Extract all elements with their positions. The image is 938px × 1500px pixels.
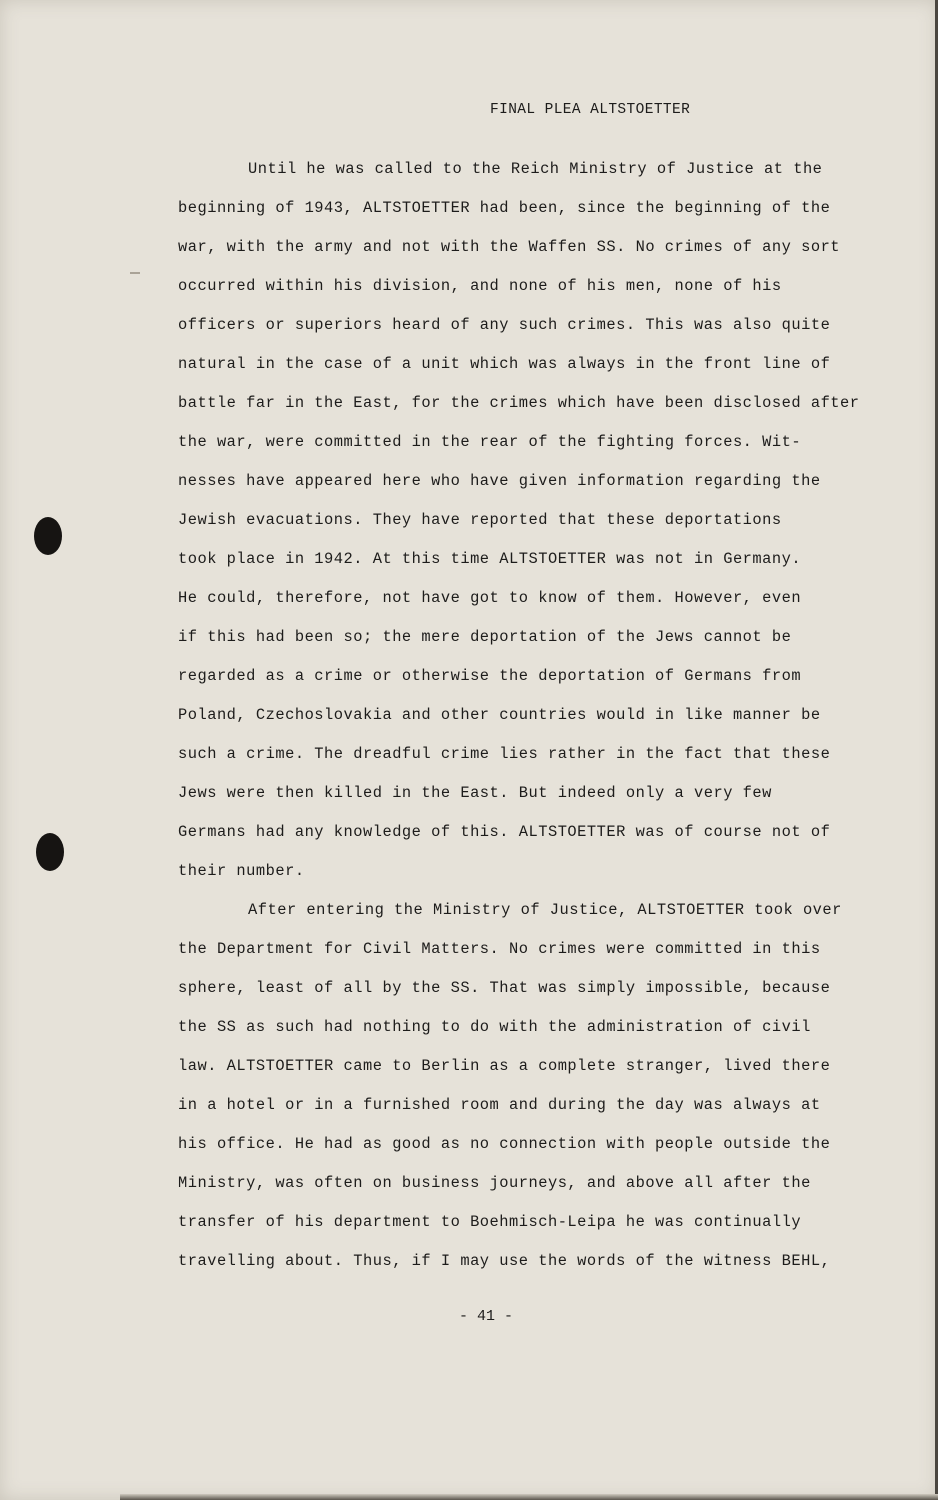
text-line: travelling about. Thus, if I may use the words of the witness BEHL, <box>178 1252 831 1270</box>
text-line: After entering the Ministry of Justice, ALTSTOETTER took over <box>248 901 842 919</box>
text-line: transfer of his department to Boehmisch-Leipa he was continually <box>178 1213 802 1231</box>
page-number: - 41 - <box>459 1308 514 1325</box>
text-line: his office. He had as good as no connection with people outside the <box>178 1135 831 1153</box>
text-line: Jews were then killed in the East. But indeed only a very few <box>178 784 772 802</box>
text-line: war, with the army and not with the Waffen SS. No crimes of any sort <box>178 238 841 256</box>
text-line: Poland, Czechoslovakia and other countries would in like manner be <box>178 706 821 724</box>
text-line: natural in the case of a unit which was always in the front line of <box>178 355 831 373</box>
text-line: Until he was called to the Reich Ministry of Justice at the <box>248 160 823 178</box>
text-line: in a hotel or in a furnished room and during the day was always at <box>178 1096 821 1114</box>
text-line: the Department for Civil Matters. No crimes were committed in this <box>178 940 821 958</box>
document-title: FINAL PLEA ALTSTOETTER <box>490 102 691 118</box>
text-line: such a crime. The dreadful crime lies rather in the fact that these <box>178 745 831 763</box>
text-line: Jewish evacuations. They have reported that these deportations <box>178 511 782 529</box>
text-line: nesses have appeared here who have given information regarding the <box>178 472 821 490</box>
text-line: He could, therefore, not have got to know of them. However, even <box>178 589 802 607</box>
text-line: beginning of 1943, ALTSTOETTER had been, since the beginning of the <box>178 199 831 217</box>
text-line: if this had been so; the mere deportation of the Jews cannot be <box>178 628 792 646</box>
text-line: occurred within his division, and none of his men, none of his <box>178 277 782 295</box>
text-line: sphere, least of all by the SS. That was simply impossible, because <box>178 979 831 997</box>
text-line: Ministry, was often on business journeys, and above all after the <box>178 1174 811 1192</box>
text-line: officers or superiors heard of any such crimes. This was also quite <box>178 316 831 334</box>
text-line: the war, were committed in the rear of the fighting forces. Wit- <box>178 433 802 451</box>
text-line: law. ALTSTOETTER came to Berlin as a complete stranger, lived there <box>178 1057 831 1075</box>
text-line: battle far in the East, for the crimes which have been disclosed after <box>178 394 860 412</box>
text-line: took place in 1942. At this time ALTSTOETTER was not in Germany. <box>178 550 802 568</box>
text-line: regarded as a crime or otherwise the deportation of Germans from <box>178 667 802 685</box>
text-line: Germans had any knowledge of this. ALTSTOETTER was of course not of <box>178 823 831 841</box>
text-line: their number. <box>178 862 305 880</box>
text-line: the SS as such had nothing to do with the administration of civil <box>178 1018 811 1036</box>
